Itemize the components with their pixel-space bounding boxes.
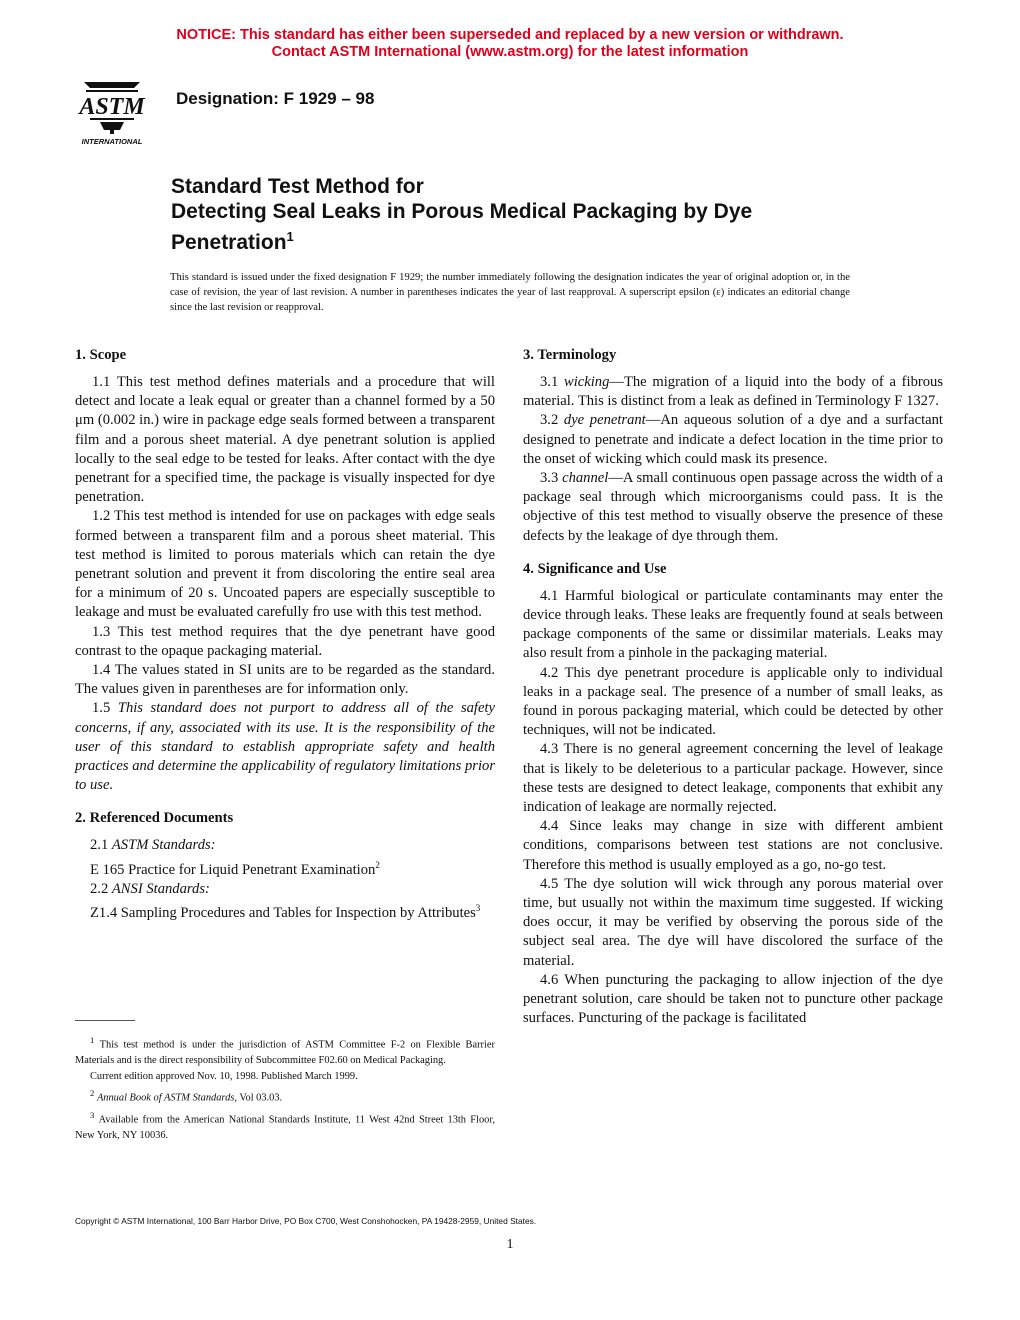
footnote-2 xyxy=(75,1085,495,1106)
section-2-heading: 2. Referenced Documents xyxy=(75,810,234,827)
footnote-3-mark: 3 xyxy=(90,1109,95,1120)
para-3-3-term: channel xyxy=(562,470,609,487)
notice-line-1: NOTICE: This standard has either been superseded and replaced by a new version or withdrawn. xyxy=(176,27,844,43)
para-1-5-number: 1.5 xyxy=(92,700,118,717)
para-1-5 xyxy=(75,699,495,795)
footnote-1-text: This test method is under the jurisdiction of ASTM Committee F-2 on Flexible Barrier Materials and is the direct responsibility of Subcommittee F02.60 on Medical Packaging. xyxy=(75,1039,495,1067)
para-2-1-number: 2.1 xyxy=(90,837,112,854)
reference-e165 xyxy=(75,856,495,880)
para-3-2-term: dye penetrant xyxy=(563,412,646,429)
section-3-heading: 3. Terminology xyxy=(523,347,617,363)
para-3-2-text: —An aqueous solution of a dye and a surfactant designed to penetrate and indicate a defect location in the time prior to the onset of wicking which could mask its presence. xyxy=(523,412,943,467)
footnote-2-text: Annual Book of ASTM Standards xyxy=(96,1092,235,1104)
para-4-6: 4.6 When puncturing the packaging to allow injection of the dye penetrant solution, care should be taken not to puncture other package surfaces. Puncturing of the package is facilitated xyxy=(523,971,943,1027)
para-3-1-number: 3.1 xyxy=(540,374,564,390)
para-3-3-number: 3.3 xyxy=(540,470,563,487)
designation: Designation: F 1929 – 98 xyxy=(176,89,375,108)
title-line-1: Standard Test Method for xyxy=(171,175,424,198)
page-number: 1 xyxy=(506,1237,514,1252)
footnote-3-text: Available from the American National Standards Institute, 11 West 42nd Street 13th Floor, New York, NY 10036. xyxy=(75,1114,495,1142)
para-3-3-text: —A small continuous open passage across the width of a package seal through which microorganisms could pass. It is the objective of this test method to visually observe the presence of these defects by the leakage of dye through them. xyxy=(523,470,943,544)
logo-subtext: INTERNATIONAL xyxy=(81,137,143,146)
para-2-2-text: ANSI Standards: xyxy=(111,880,210,897)
para-3-1-term: wicking xyxy=(563,374,610,390)
para-2-2 xyxy=(75,880,495,899)
withdrawal-notice xyxy=(0,27,1020,61)
para-4-5: 4.5 The dye solution will wick through any porous material over time, but usually not within the maximum time suggested. If wicking does occur, it may be verified by observing the porous side of the subject seal area. The dye will have discolored the surface of the material. xyxy=(523,875,943,969)
copyright: Copyright © ASTM International, 100 Barr Harbor Drive, PO Box C700, West Conshohocken, PA 19428-2959, United States. xyxy=(75,1216,537,1226)
para-1-5-text: This standard does not purport to address all of the safety concerns, if any, associated with its use. It is the responsibility of the user of this standard to establish appropriate safety and health practices and determine the applicability of regulatory limitations prior to use. xyxy=(75,700,495,794)
title-line-2: Detecting Seal Leaks in Porous Medical Packaging by Dye xyxy=(171,200,753,223)
reference-e165-text: E 165 Practice for Liquid Penetrant Examination xyxy=(90,861,376,878)
document-title xyxy=(171,174,891,255)
footnote-2-mark: 2 xyxy=(90,1088,95,1099)
logo-text: ASTM xyxy=(79,94,145,120)
astm-logo xyxy=(64,78,160,146)
para-2-1 xyxy=(75,836,495,855)
para-3-2 xyxy=(523,411,943,469)
reference-z14-mark: 3 xyxy=(475,902,481,913)
para-3-1-text: —The migration of a liquid into the body of a fibrous material. This is distinct from a leak as defined in Terminology F 1327. xyxy=(523,374,943,410)
right-column xyxy=(523,346,943,1029)
reference-z14 xyxy=(75,899,495,923)
footnote-2-tail: , Vol 03.03. xyxy=(234,1092,283,1104)
para-1-1: 1.1 This test method defines materials and a procedure that will detect and locate a leak equal or greater than a channel formed by a 50 μm (0.002 in.) wire in package edge seals formed between a transparent film and a porous sheet material. A dye penetrant solution is applied locally to the seal edge to be tested for leaks. After contact with the dye penetrant for a specified time, the package is visually inspected for dye penetration. xyxy=(75,374,495,506)
para-3-2-number: 3.2 xyxy=(540,412,564,429)
footnote-3 xyxy=(75,1107,495,1144)
para-3-3 xyxy=(523,469,943,546)
para-2-1-text: ASTM Standards: xyxy=(111,837,216,854)
para-1-4: 1.4 The values stated in SI units are to be regarded as the standard. The values given in parentheses are for information only. xyxy=(75,662,495,698)
footnote-1 xyxy=(75,1032,495,1069)
para-3-1 xyxy=(523,373,943,411)
para-1-2: 1.2 This test method is intended for use on packages with edge seals formed between a transparent film and a porous sheet material. This test method is limited to porous materials which can retain the dye penetrant solution and prevent it from discoloring the entire seal area for a minimum of 20 s. Uncoated papers are especially susceptible to leakage and must be evaluated carefully fro use with this test method. xyxy=(75,508,495,621)
footnote-1b: Current edition approved Nov. 10, 1998. Published March 1999. xyxy=(90,1071,358,1083)
title-footnote-mark: 1 xyxy=(286,229,294,244)
reference-z14-text: Z1.4 Sampling Procedures and Tables for Inspection by Attributes xyxy=(90,904,476,921)
notice-line-2: Contact ASTM International (www.astm.org) for the latest information xyxy=(271,44,749,60)
title-line-3: Penetration xyxy=(171,231,287,254)
footnotes xyxy=(75,1032,495,1144)
para-1-3: 1.3 This test method requires that the dye penetrant have good contrast to the opaque packaging material. xyxy=(75,623,495,659)
footnote-rule xyxy=(75,1020,135,1021)
para-2-2-number: 2.2 xyxy=(90,880,112,897)
para-4-2: 4.2 This dye penetrant procedure is applicable only to individual leaks in a package seal. The presence of a number of small leaks, as found in porous packaging material, which could be detected by other techniques, will not be indicated. xyxy=(523,664,943,739)
section-1-heading: 1. Scope xyxy=(75,347,127,363)
reference-e165-mark: 2 xyxy=(375,859,380,870)
section-4-heading: 4. Significance and Use xyxy=(523,560,667,577)
footnote-1-mark: 1 xyxy=(90,1035,95,1045)
issuance-note: This standard is issued under the fixed designation F 1929; the number immediately following the designation indicates the year of original adoption or, in the case of revision, the year of last revision. A number in parentheses indicates the year of last reapproval. A superscript epsilon (ε) indicates an editorial change since the last revision or reapproval. xyxy=(170,272,850,313)
para-4-3: 4.3 There is no general agreement concerning the level of leakage that is likely to be deleterious to a particular package. However, since these tests are designed to detect leakage, components that exhibit any indication of leakage are normally rejected. xyxy=(523,741,943,816)
left-column xyxy=(75,346,495,923)
para-4-4: 4.4 Since leaks may change in size with different ambient conditions, comparisons between test stations are not conclusive. Therefore this method is usually employed as a go, no-go test. xyxy=(523,818,943,873)
para-4-1: 4.1 Harmful biological or particulate contaminants may enter the device through leaks. These leaks are frequently found at seals between package components of the same or dissimilar materials. Leaks may also result from a pinhole in the packaging material. xyxy=(523,587,943,662)
